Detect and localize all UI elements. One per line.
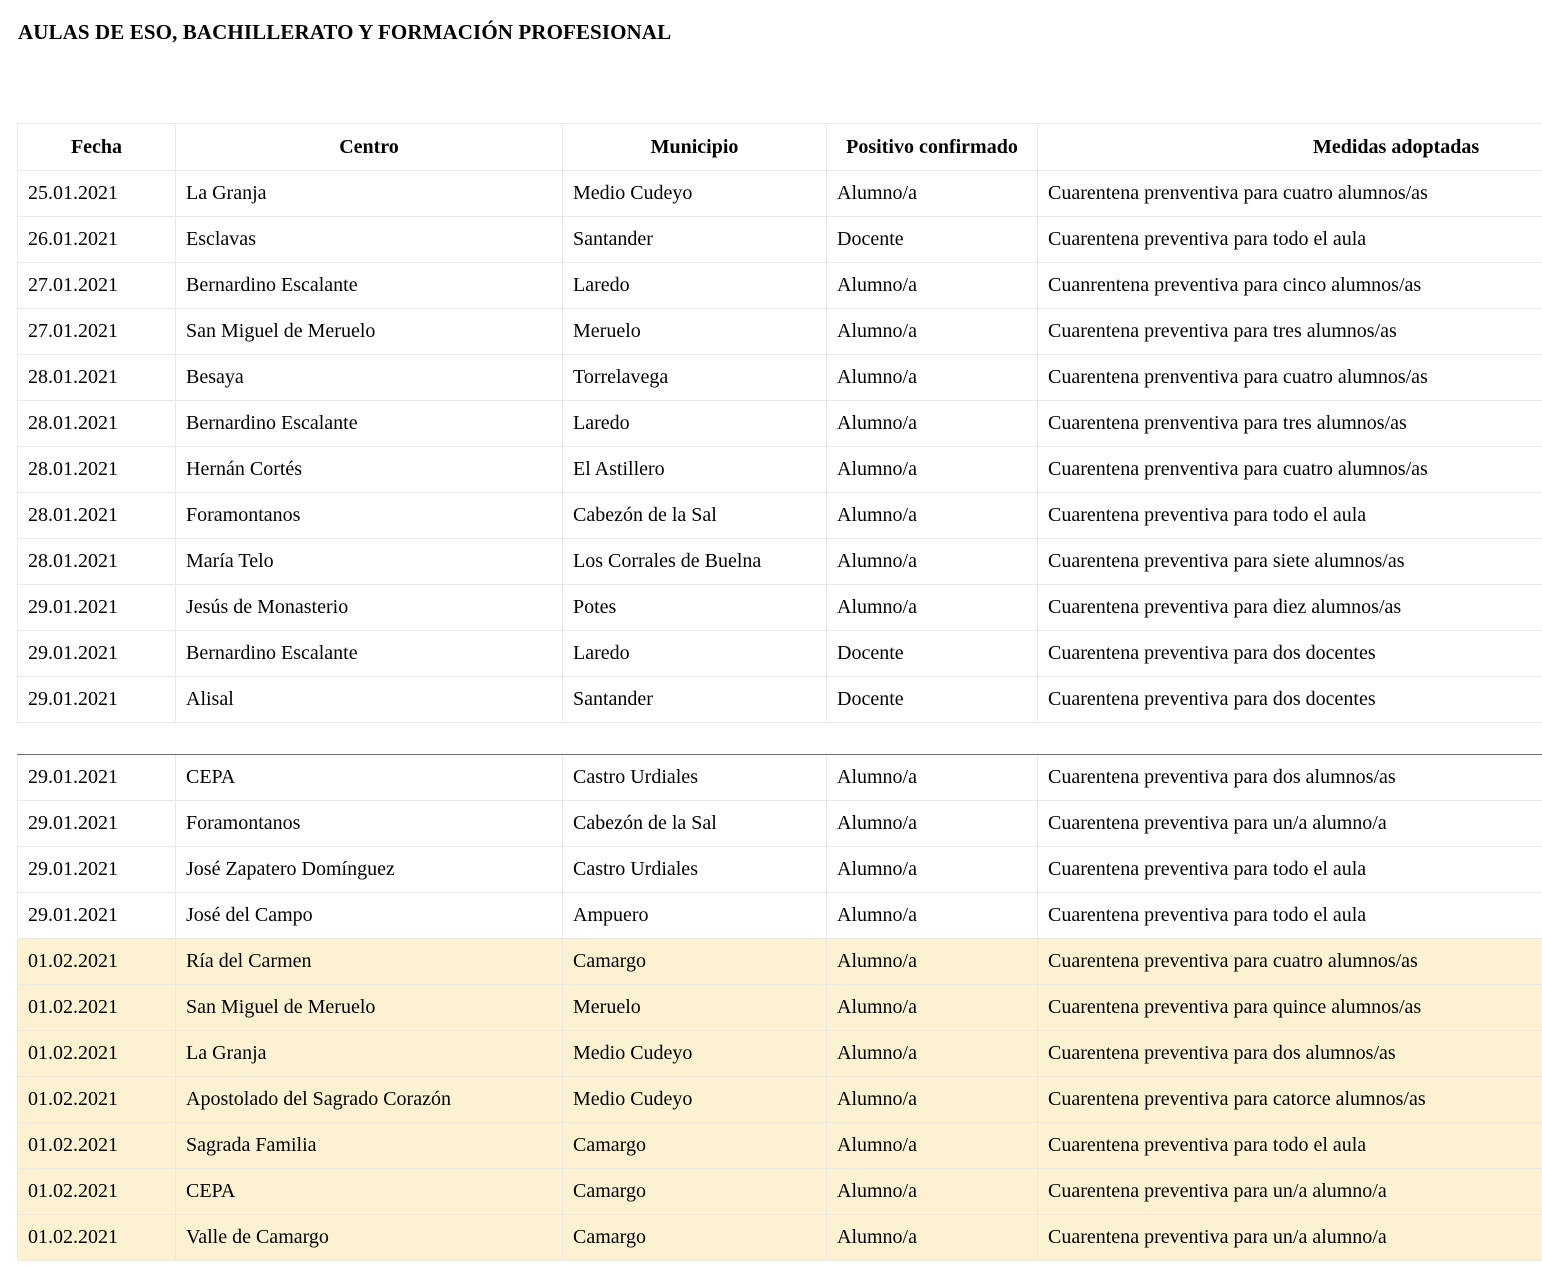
cell-fecha: 01.02.2021 [18, 1215, 176, 1261]
cell-fecha: 28.01.2021 [18, 401, 176, 447]
cell-centro: Bernardino Escalante [176, 263, 563, 309]
table-row [18, 539, 1542, 585]
cell-positivo: Alumno/a [827, 585, 1038, 631]
cell-positivo: Alumno/a [827, 801, 1038, 847]
table-row [18, 171, 1542, 217]
table-header-row [18, 124, 1542, 171]
cell-municipio: El Astillero [563, 447, 827, 493]
cell-fecha: 01.02.2021 [18, 1077, 176, 1123]
cell-fecha: 27.01.2021 [18, 263, 176, 309]
cell-medidas: Cuanrentena preventiva para cinco alumnos/as [1038, 263, 1542, 309]
cell-municipio: Camargo [563, 1169, 827, 1215]
cell-medidas: Cuarentena preventiva para dos alumnos/as [1038, 755, 1542, 801]
cell-municipio: Santander [563, 217, 827, 263]
cell-fecha: 28.01.2021 [18, 539, 176, 585]
table-row [18, 309, 1542, 355]
table-row [18, 893, 1542, 939]
table-row [18, 355, 1542, 401]
table-row [18, 1169, 1542, 1215]
cell-centro: Foramontanos [176, 801, 563, 847]
cell-medidas: Cuarentena preventiva para dos docentes [1038, 677, 1542, 723]
cell-positivo: Alumno/a [827, 847, 1038, 893]
column-header-centro: Centro [176, 124, 563, 171]
cell-municipio: Cabezón de la Sal [563, 493, 827, 539]
cell-medidas: Cuarentena preventiva para cuatro alumnos/as [1038, 939, 1542, 985]
cell-fecha: 01.02.2021 [18, 1031, 176, 1077]
column-header-municipio: Municipio [563, 124, 827, 171]
cell-centro: CEPA [176, 1169, 563, 1215]
cases-table-part-1 [17, 123, 1542, 723]
cell-positivo: Docente [827, 631, 1038, 677]
cell-municipio: Laredo [563, 263, 827, 309]
cell-medidas: Cuarentena preventiva para todo el aula [1038, 847, 1542, 893]
cell-fecha: 29.01.2021 [18, 677, 176, 723]
cell-municipio: Castro Urdiales [563, 755, 827, 801]
cell-centro: La Granja [176, 171, 563, 217]
cell-centro: Ría del Carmen [176, 939, 563, 985]
cell-centro: José Zapatero Domínguez [176, 847, 563, 893]
cell-positivo: Alumno/a [827, 401, 1038, 447]
cell-positivo: Alumno/a [827, 263, 1038, 309]
cell-municipio: Medio Cudeyo [563, 171, 827, 217]
cell-municipio: Santander [563, 677, 827, 723]
table-row [18, 263, 1542, 309]
cell-medidas: Cuarentena preventiva para diez alumnos/as [1038, 585, 1542, 631]
cell-medidas: Cuarentena preventiva para tres alumnos/as [1038, 309, 1542, 355]
cell-positivo: Alumno/a [827, 939, 1038, 985]
cell-positivo: Alumno/a [827, 755, 1038, 801]
cell-centro: Esclavas [176, 217, 563, 263]
table-row [18, 1215, 1542, 1261]
cell-municipio: Ampuero [563, 893, 827, 939]
cell-fecha: 29.01.2021 [18, 801, 176, 847]
cell-centro: CEPA [176, 755, 563, 801]
cell-centro: San Miguel de Meruelo [176, 985, 563, 1031]
cell-fecha: 27.01.2021 [18, 309, 176, 355]
cell-municipio: Medio Cudeyo [563, 1077, 827, 1123]
cell-positivo: Alumno/a [827, 493, 1038, 539]
cell-fecha: 01.02.2021 [18, 1169, 176, 1215]
cell-centro: Apostolado del Sagrado Corazón [176, 1077, 563, 1123]
cell-municipio: Meruelo [563, 985, 827, 1031]
table-row [18, 755, 1542, 801]
cell-medidas: Cuarentena prenventiva para cuatro alumnos/as [1038, 171, 1542, 217]
cell-municipio: Camargo [563, 939, 827, 985]
table-row [18, 1123, 1542, 1169]
cell-fecha: 01.02.2021 [18, 939, 176, 985]
cell-centro: Foramontanos [176, 493, 563, 539]
cell-centro: Valle de Camargo [176, 1215, 563, 1261]
cell-municipio: Torrelavega [563, 355, 827, 401]
cell-municipio: Medio Cudeyo [563, 1031, 827, 1077]
cell-centro: Besaya [176, 355, 563, 401]
cases-table-part-2 [17, 755, 1542, 1261]
cell-centro: Alisal [176, 677, 563, 723]
table-row [18, 1031, 1542, 1077]
cell-fecha: 28.01.2021 [18, 355, 176, 401]
cell-positivo: Alumno/a [827, 171, 1038, 217]
cell-centro: La Granja [176, 1031, 563, 1077]
cell-positivo: Alumno/a [827, 309, 1038, 355]
cell-centro: José del Campo [176, 893, 563, 939]
cell-municipio: Laredo [563, 401, 827, 447]
cell-centro: Bernardino Escalante [176, 631, 563, 677]
cell-medidas: Cuarentena preventiva para todo el aula [1038, 493, 1542, 539]
table-row [18, 217, 1542, 263]
cell-medidas: Cuarentena preventiva para dos alumnos/as [1038, 1031, 1542, 1077]
cell-centro: San Miguel de Meruelo [176, 309, 563, 355]
cell-municipio: Castro Urdiales [563, 847, 827, 893]
cell-medidas: Cuarentena preventiva para todo el aula [1038, 1123, 1542, 1169]
cell-positivo: Alumno/a [827, 893, 1038, 939]
table-row [18, 401, 1542, 447]
cell-positivo: Alumno/a [827, 447, 1038, 493]
cell-fecha: 29.01.2021 [18, 893, 176, 939]
cell-municipio: Laredo [563, 631, 827, 677]
cell-municipio: Potes [563, 585, 827, 631]
page-title: AULAS DE ESO, BACHILLERATO Y FORMACIÓN PROFESIONAL [18, 20, 672, 44]
cell-municipio: Cabezón de la Sal [563, 801, 827, 847]
cell-medidas: Cuarentena preventiva para todo el aula [1038, 217, 1542, 263]
table-row [18, 447, 1542, 493]
cell-positivo: Alumno/a [827, 539, 1038, 585]
cell-municipio: Meruelo [563, 309, 827, 355]
cell-positivo: Docente [827, 677, 1038, 723]
cell-positivo: Alumno/a [827, 985, 1038, 1031]
cell-medidas: Cuarentena prenventiva para cuatro alumnos/as [1038, 447, 1542, 493]
cell-medidas: Cuarentena preventiva para dos docentes [1038, 631, 1542, 677]
cell-fecha: 29.01.2021 [18, 585, 176, 631]
cell-medidas: Cuarentena preventiva para siete alumnos/as [1038, 539, 1542, 585]
cell-medidas: Cuarentena preventiva para un/a alumno/a [1038, 1215, 1542, 1261]
cell-medidas: Cuarentena prenventiva para cuatro alumnos/as [1038, 355, 1542, 401]
cell-fecha: 29.01.2021 [18, 755, 176, 801]
cell-medidas: Cuarentena prenventiva para tres alumnos/as [1038, 401, 1542, 447]
cell-fecha: 26.01.2021 [18, 217, 176, 263]
cell-centro: Jesús de Monasterio [176, 585, 563, 631]
cell-fecha: 29.01.2021 [18, 847, 176, 893]
cell-positivo: Alumno/a [827, 1031, 1038, 1077]
cell-fecha: 29.01.2021 [18, 631, 176, 677]
cell-municipio: Camargo [563, 1123, 827, 1169]
column-header-fecha: Fecha [18, 124, 176, 171]
cell-positivo: Docente [827, 217, 1038, 263]
cell-centro: Hernán Cortés [176, 447, 563, 493]
cell-fecha: 01.02.2021 [18, 1123, 176, 1169]
cell-medidas: Cuarentena preventiva para catorce alumnos/as [1038, 1077, 1542, 1123]
table-row [18, 801, 1542, 847]
cell-fecha: 25.01.2021 [18, 171, 176, 217]
table-row [18, 585, 1542, 631]
cell-centro: María Telo [176, 539, 563, 585]
cell-centro: Bernardino Escalante [176, 401, 563, 447]
cell-positivo: Alumno/a [827, 1215, 1038, 1261]
table-row [18, 631, 1542, 677]
cell-positivo: Alumno/a [827, 1123, 1038, 1169]
table-row [18, 493, 1542, 539]
table-row [18, 1077, 1542, 1123]
cell-medidas: Cuarentena preventiva para todo el aula [1038, 893, 1542, 939]
table-row [18, 985, 1542, 1031]
table-row [18, 847, 1542, 893]
cell-fecha: 28.01.2021 [18, 493, 176, 539]
column-header-medidas: Medidas adoptadas [1038, 124, 1542, 171]
column-header-positivo: Positivo confirmado [827, 124, 1038, 171]
cell-positivo: Alumno/a [827, 1169, 1038, 1215]
table-row [18, 677, 1542, 723]
cell-fecha: 28.01.2021 [18, 447, 176, 493]
cell-positivo: Alumno/a [827, 1077, 1038, 1123]
cell-fecha: 01.02.2021 [18, 985, 176, 1031]
cell-centro: Sagrada Familia [176, 1123, 563, 1169]
cell-medidas: Cuarentena preventiva para un/a alumno/a [1038, 801, 1542, 847]
cell-positivo: Alumno/a [827, 355, 1038, 401]
cell-municipio: Los Corrales de Buelna [563, 539, 827, 585]
cell-medidas: Cuarentena preventiva para un/a alumno/a [1038, 1169, 1542, 1215]
cell-medidas: Cuarentena preventiva para quince alumnos/as [1038, 985, 1542, 1031]
cell-municipio: Camargo [563, 1215, 827, 1261]
table-row [18, 939, 1542, 985]
